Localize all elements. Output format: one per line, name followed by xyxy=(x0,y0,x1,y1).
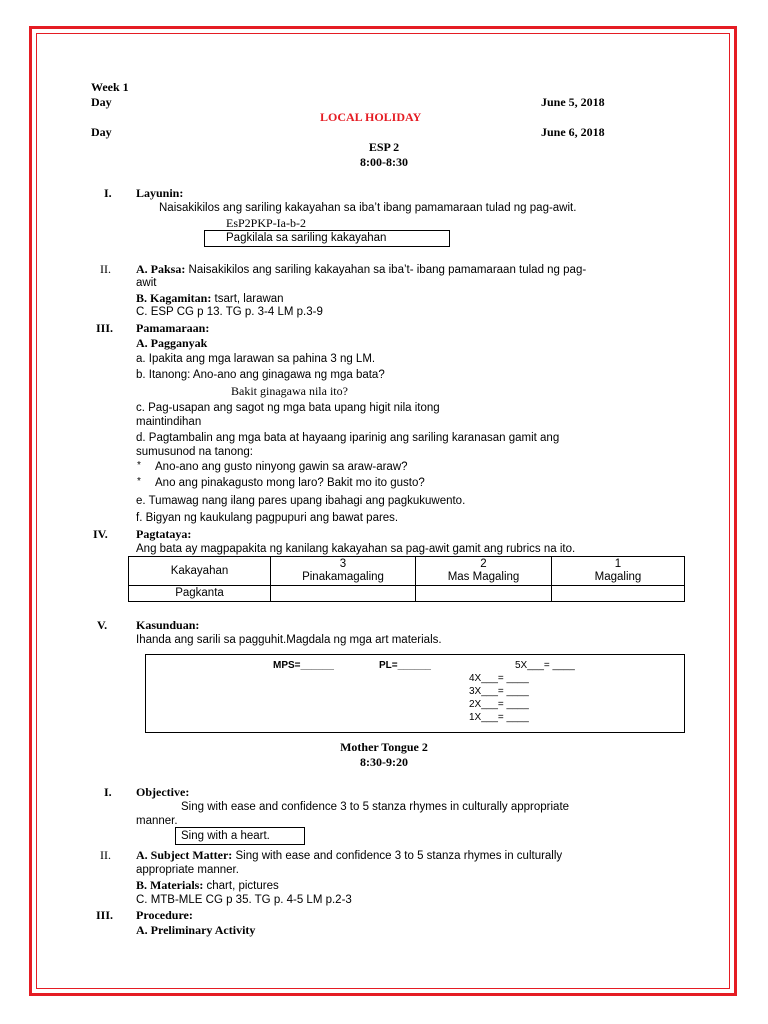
esp-time: 8:00-8:30 xyxy=(360,155,408,169)
paksa-number: II. xyxy=(100,262,111,276)
mt-subject-number: II. xyxy=(100,848,111,862)
step-c: c. Pag-usapan ang sagot ng mga bata upang higit nila itong xyxy=(136,402,440,414)
bullet-icon: * xyxy=(137,460,141,471)
mt-preliminary-heading: A. Preliminary Activity xyxy=(136,923,256,937)
mt-objective-text: Sing with ease and confidence 3 to 5 stanza rhymes in culturally appropriate xyxy=(181,801,570,813)
mt-subject-label: A. Subject Matter: xyxy=(136,848,233,862)
esp-subject: ESP 2 xyxy=(368,140,400,154)
objective-number: I. xyxy=(104,186,112,200)
objective-text: Naisakikilos ang sariling kakayahan sa iba’t ibang pamamaraan tulad ng pag-awit. xyxy=(159,202,577,214)
step-e: e. Tumawag nang ilang pares upang ibahagi ang pagkukuwento. xyxy=(136,495,466,507)
table-cell: 1 Magaling xyxy=(552,557,685,586)
lesson-title-box xyxy=(204,230,450,247)
table-row xyxy=(129,557,685,586)
mt-lesson-title: Sing with a heart. xyxy=(181,830,270,842)
score-box xyxy=(145,654,685,733)
esp-reference: C. ESP CG p 13. TG p. 3-4 LM p.3-9 xyxy=(136,306,323,318)
table-cell xyxy=(552,586,685,602)
table-cell: Pagkanta xyxy=(129,586,271,602)
date-1: June 5, 2018 xyxy=(541,95,605,109)
competency-code: EsP2PKP-Ia-b-2 xyxy=(226,216,306,230)
score-row-1: 1X___= ____ xyxy=(469,712,529,723)
table-cell: 3 Pinakamagaling xyxy=(271,557,416,586)
step-c-cont: maintindihan xyxy=(136,416,202,428)
score-row-5: 5X___= ____ xyxy=(515,660,575,671)
pagganyak-heading: A. Pagganyak xyxy=(136,336,208,350)
assignment-number: V. xyxy=(97,618,108,632)
mt-subject: Mother Tongue 2 xyxy=(340,740,428,754)
mt-objective-cont: manner. xyxy=(136,815,178,827)
table-cell: Kakayahan xyxy=(129,557,271,586)
step-d: d. Pagtambalin ang mga bata at hayaang iparinig ang sariling karanasan gamit ang xyxy=(136,432,560,444)
mps-score: MPS=______ xyxy=(273,660,334,671)
procedure-number: III. xyxy=(96,321,114,335)
mt-procedure-number: III. xyxy=(96,908,114,922)
paksa-text: Naisakikilos ang sariling kakayahan sa iba’t- ibang pamamaraan tulad ng pag- xyxy=(188,264,587,276)
table-cell: 2 Mas Magaling xyxy=(416,557,552,586)
kagamitan-label: B. Kagamitan: xyxy=(136,291,212,305)
step-a: a. Ipakita ang mga larawan sa pahina 3 ng LM. xyxy=(136,353,376,365)
procedure-heading: Pamamaraan: xyxy=(136,321,210,335)
pl-score: PL=______ xyxy=(379,660,431,671)
mt-subject-text: Sing with ease and confidence 3 to 5 stanza rhymes in culturally xyxy=(235,850,563,862)
table-cell xyxy=(271,586,416,602)
step-b-followup: Bakit ginagawa nila ito? xyxy=(231,384,348,398)
question-2: Ano ang pinakagusto mong laro? Bakit mo ito gusto? xyxy=(155,477,425,489)
evaluation-heading: Pagtataya: xyxy=(136,527,192,541)
day-label-1: Day xyxy=(91,95,112,109)
mt-procedure-heading: Procedure: xyxy=(136,908,193,922)
mt-time: 8:30-9:20 xyxy=(360,755,408,769)
evaluation-text: Ang bata ay magpapakita ng kanilang kakayahan sa pag-awit gamit ang rubrics na ito. xyxy=(136,543,576,555)
question-1: Ano-ano ang gusto ninyong gawin sa araw-araw? xyxy=(155,461,408,473)
step-b: b. Itanong: Ano-ano ang ginagawa ng mga bata? xyxy=(136,369,385,381)
step-d-cont: sumusunod na tanong: xyxy=(136,446,254,458)
holiday-banner: LOCAL HOLIDAY xyxy=(320,110,422,124)
mt-subject-cont: appropriate manner. xyxy=(136,864,239,876)
kagamitan-text: tsart, larawan xyxy=(214,293,284,305)
day-label-2: Day xyxy=(91,125,112,139)
table-row xyxy=(129,586,685,602)
paksa-text-cont: awit xyxy=(136,277,157,289)
table-cell xyxy=(416,586,552,602)
paksa-label: A. Paksa: xyxy=(136,262,186,276)
week-label: Week 1 xyxy=(91,80,129,94)
mt-lesson-title-box xyxy=(175,827,305,845)
score-row-3: 3X___= ____ xyxy=(469,686,529,697)
mt-objective-number: I. xyxy=(104,785,112,799)
step-f: f. Bigyan ng kaukulang pagpupuri ang bawat pares. xyxy=(136,512,399,524)
bullet-icon: * xyxy=(137,476,141,487)
mt-objective-heading: Objective: xyxy=(136,785,190,799)
mt-reference: C. MTB-MLE CG p 35. TG p. 4-5 LM p.2-3 xyxy=(136,894,352,906)
score-row-2: 2X___= ____ xyxy=(469,699,529,710)
assignment-heading: Kasunduan: xyxy=(136,618,200,632)
lesson-title: Pagkilala sa sariling kakayahan xyxy=(226,232,387,244)
assignment-text: Ihanda ang sarili sa pagguhit.Magdala ng mga art materials. xyxy=(136,634,442,646)
objective-heading: Layunin: xyxy=(136,186,184,200)
evaluation-number: IV. xyxy=(93,527,108,541)
rubric-table xyxy=(128,556,685,602)
score-row-4: 4X___= ____ xyxy=(469,673,529,684)
date-2: June 6, 2018 xyxy=(541,125,605,139)
mt-materials-label: B. Materials: xyxy=(136,878,204,892)
mt-materials-text: chart, pictures xyxy=(206,880,279,892)
